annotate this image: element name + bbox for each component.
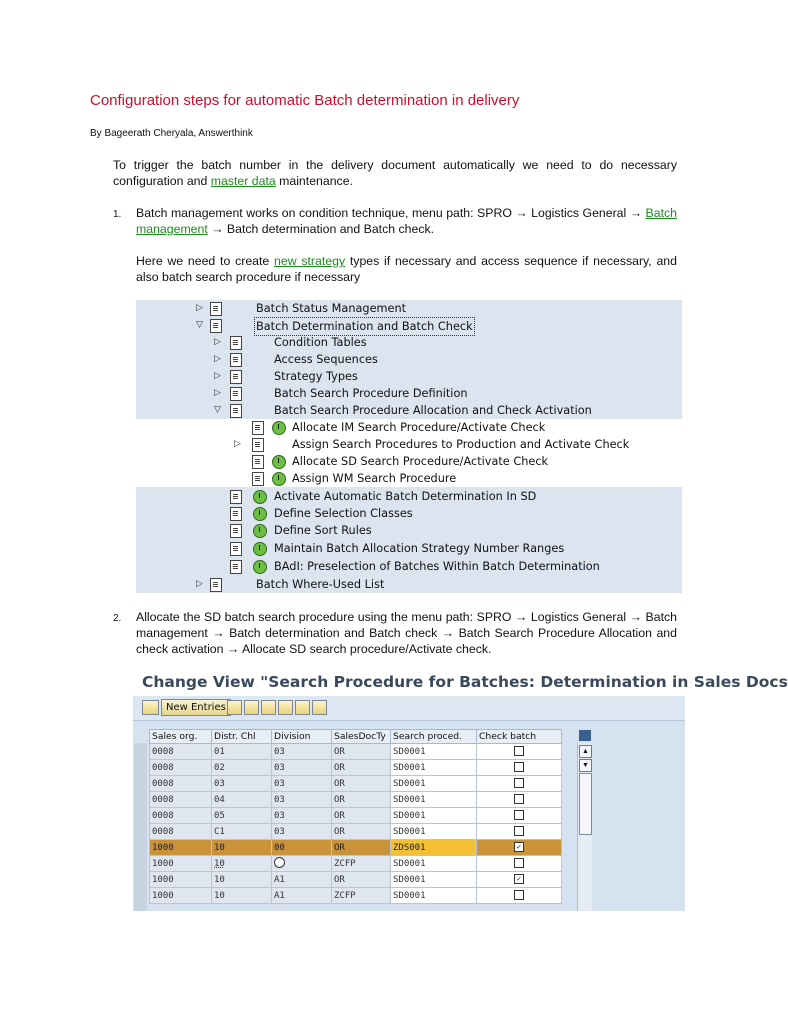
document-icon	[230, 524, 242, 538]
row-selector-column[interactable]	[134, 743, 147, 911]
tree-row[interactable]: ▷ Batch Where-Used List	[196, 578, 385, 591]
document-icon	[252, 438, 264, 452]
step-1-number: 1.	[113, 209, 122, 220]
table-row[interactable]: 1000 10 ZCFP SD0001	[150, 856, 562, 872]
table-header-row	[150, 730, 562, 744]
collapse-icon[interactable]: ▽	[196, 320, 203, 330]
master-data-link[interactable]: master data	[210, 174, 276, 188]
column-header[interactable]: Sales org.	[150, 730, 212, 744]
check-batch-checkbox[interactable]	[514, 746, 524, 756]
tree-row[interactable]: BAdI: Preselection of Batches Within Batch Determination	[136, 558, 682, 575]
tree-row[interactable]: ▽ Batch Search Procedure Allocation and Check Activation	[214, 404, 592, 417]
document-icon	[230, 560, 242, 574]
img-tree-screenshot	[136, 300, 682, 593]
tree-row[interactable]: ▷ Batch Search Procedure Definition	[214, 387, 468, 400]
document-icon	[230, 336, 242, 350]
execute-clock-icon[interactable]	[253, 560, 267, 574]
check-batch-checkbox[interactable]	[514, 778, 524, 788]
table-row-selected[interactable]: 1000 10 00 OR ZDS001 ✓	[150, 840, 562, 856]
execute-clock-icon[interactable]	[253, 490, 267, 504]
step-2-number: 2.	[113, 613, 122, 624]
step-1-note: Here we need to create new strategy types if necessary and access sequence if necessary, and also batch search procedure if necessary	[136, 254, 677, 284]
document-icon	[210, 319, 222, 333]
expand-icon[interactable]: ▷	[234, 439, 241, 449]
select-block-icon[interactable]	[295, 700, 310, 715]
document-icon	[230, 490, 242, 504]
column-header[interactable]: SalesDocTy	[332, 730, 391, 744]
step-1-paragraph: Batch management works on condition technique, menu path: SPRO → Logistics General → Batch management → Batch determination and Batch check.	[136, 206, 677, 236]
tree-row[interactable]: ▷ Batch Status Management	[196, 302, 407, 315]
expand-icon[interactable]: ▷	[214, 354, 221, 364]
new-strategy-link[interactable]: new strategy	[274, 254, 346, 268]
column-header[interactable]: Division	[272, 730, 332, 744]
document-icon	[230, 353, 242, 367]
check-batch-checkbox[interactable]	[514, 890, 524, 900]
tree-row[interactable]: Activate Automatic Batch Determination In SD	[136, 488, 682, 505]
document-icon	[210, 302, 222, 316]
batch-management-link[interactable]: Batch management	[136, 206, 677, 236]
scroll-up-icon[interactable]: ▲	[579, 745, 592, 758]
intro-paragraph: To trigger the batch number in the delivery document automatically we need to do necessary configuration and master data maintenance.	[113, 158, 677, 188]
check-batch-checkbox[interactable]: ✓	[514, 874, 524, 884]
expand-icon[interactable]: ▷	[196, 303, 203, 313]
document-icon	[230, 370, 242, 384]
tree-row[interactable]: Allocate IM Search Procedure/Activate Check	[136, 419, 682, 436]
column-header[interactable]: Distr. Chl	[212, 730, 272, 744]
sap-table-screenshot	[133, 668, 788, 911]
execute-clock-icon[interactable]	[253, 524, 267, 538]
table-row[interactable]: 1000 10 A1 OR SD0001 ✓	[150, 872, 562, 888]
table-row[interactable]: 0008 03 03 OR SD0001	[150, 776, 562, 792]
undo-icon[interactable]	[261, 700, 276, 715]
document-icon	[252, 421, 264, 435]
table-row[interactable]: 0008 C1 03 OR SD0001	[150, 824, 562, 840]
expand-icon[interactable]: ▷	[214, 388, 221, 398]
search-procedure-table	[149, 729, 562, 904]
tree-row[interactable]: Assign WM Search Procedure	[136, 470, 682, 487]
table-row[interactable]: 1000 10 A1 ZCFP SD0001	[150, 888, 562, 904]
delete-icon[interactable]	[244, 700, 259, 715]
column-header[interactable]: Check batch	[477, 730, 562, 744]
check-batch-checkbox[interactable]	[514, 794, 524, 804]
help-cursor-icon	[274, 857, 285, 868]
document-icon	[230, 542, 242, 556]
check-batch-checkbox[interactable]: ✓	[514, 842, 524, 852]
table-row[interactable]: 0008 01 03 OR SD0001	[150, 744, 562, 760]
new-entries-button[interactable]: New Entries	[161, 699, 231, 716]
expand-icon[interactable]: ▷	[214, 337, 221, 347]
execute-clock-icon[interactable]	[272, 455, 286, 469]
check-batch-checkbox[interactable]	[514, 858, 524, 868]
check-batch-checkbox[interactable]	[514, 826, 524, 836]
table-row[interactable]: 0008 02 03 OR SD0001	[150, 760, 562, 776]
tree-row[interactable]: Define Selection Classes	[136, 505, 682, 522]
scroll-thumb[interactable]	[579, 773, 592, 835]
table-settings-icon[interactable]	[579, 730, 591, 741]
document-icon	[252, 455, 264, 469]
execute-clock-icon[interactable]	[253, 542, 267, 556]
tree-row[interactable]: ▷ Strategy Types	[214, 370, 358, 383]
deselect-all-icon[interactable]	[312, 700, 327, 715]
document-icon	[252, 472, 264, 486]
sap-screen-title: Change View "Search Procedure for Batches: Determination in Sales Docs	[133, 668, 685, 696]
sap-toolbar	[133, 696, 685, 721]
tree-row[interactable]: ▷ Access Sequences	[214, 353, 378, 366]
document-icon	[230, 507, 242, 521]
column-header[interactable]: Search proced.	[391, 730, 477, 744]
check-batch-checkbox[interactable]	[514, 762, 524, 772]
document-icon	[230, 404, 242, 418]
table-row[interactable]: 0008 04 03 OR SD0001	[150, 792, 562, 808]
copy-icon[interactable]	[227, 700, 242, 715]
edit-toggle-icon[interactable]	[142, 700, 159, 715]
tree-row[interactable]: Allocate SD Search Procedure/Activate Check	[136, 453, 682, 470]
tree-row[interactable]: Maintain Batch Allocation Strategy Number Ranges	[136, 540, 682, 557]
collapse-icon[interactable]: ▽	[214, 405, 221, 415]
execute-clock-icon[interactable]	[272, 472, 286, 486]
select-all-icon[interactable]	[278, 700, 293, 715]
tree-row[interactable]: ▽ Batch Determination and Batch Check	[136, 317, 682, 334]
table-row[interactable]: 0008 05 03 OR SD0001	[150, 808, 562, 824]
tree-row[interactable]: ▷ Condition Tables	[214, 336, 367, 349]
document-icon	[210, 578, 222, 592]
document-icon	[230, 387, 242, 401]
author-line: By Bageerath Cheryala, Answerthink	[90, 128, 253, 139]
step-2-paragraph: Allocate the SD batch search procedure using the menu path: SPRO → Logistics General → Batch management → Batch determination and Batch check → Batch Search Procedure Allocation and check activation → Allocate SD search procedure/Activate check.	[136, 610, 677, 656]
tree-row[interactable]: Define Sort Rules	[136, 522, 682, 539]
scroll-down-icon[interactable]: ▼	[579, 759, 592, 772]
expand-icon[interactable]: ▷	[196, 579, 203, 589]
check-batch-checkbox[interactable]	[514, 810, 524, 820]
vertical-scrollbar[interactable]	[577, 743, 592, 911]
execute-clock-icon[interactable]	[253, 507, 267, 521]
document-title: Configuration steps for automatic Batch determination in delivery	[90, 92, 520, 109]
tree-row[interactable]: ▷ Assign Search Procedures to Production and Activate Check	[136, 436, 682, 453]
expand-icon[interactable]: ▷	[214, 371, 221, 381]
execute-clock-icon[interactable]	[272, 421, 286, 435]
